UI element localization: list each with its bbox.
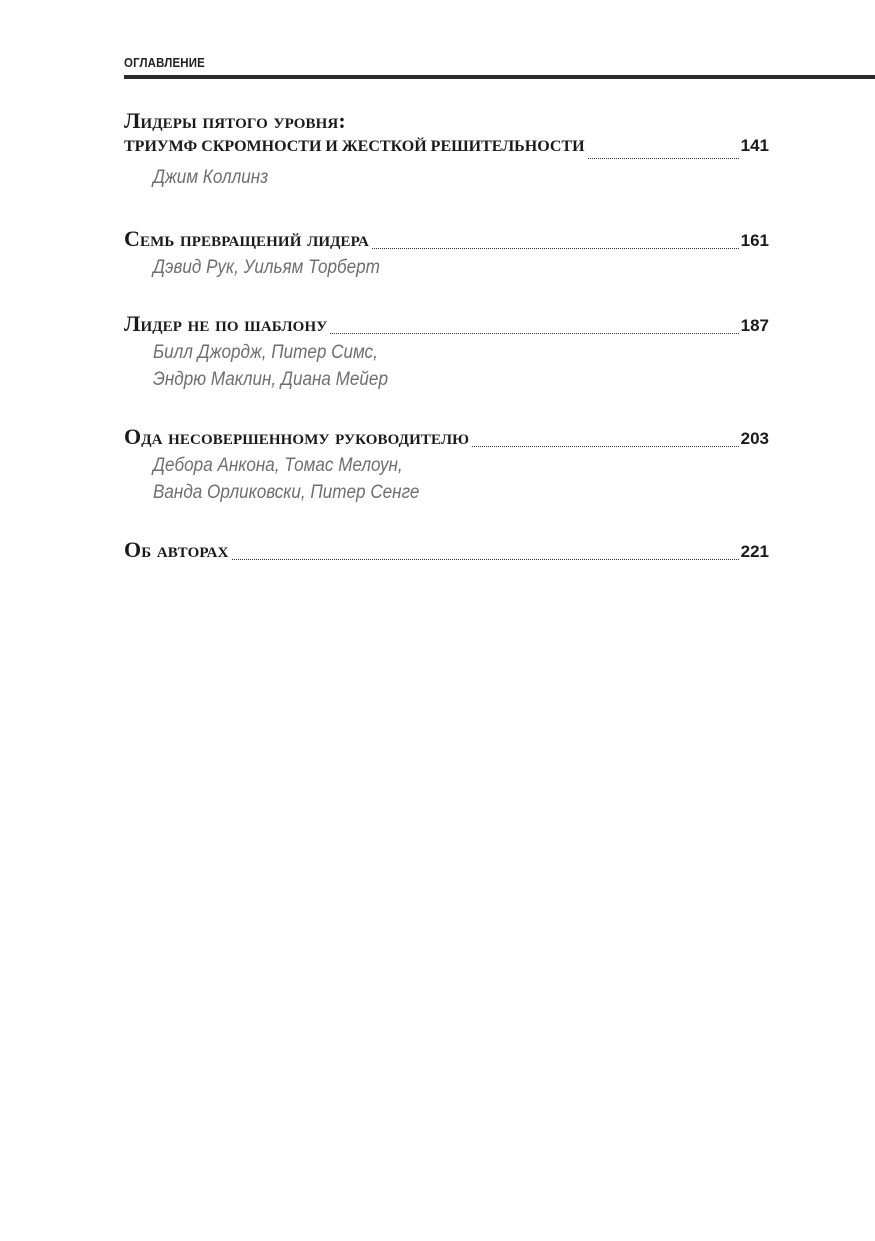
toc-entry-title: Лидер не по шаблону — [124, 311, 328, 336]
toc-entry-authors: Эндрю Маклин, Диана Мейер — [153, 369, 388, 390]
running-header-label: ОГЛАВЛЕНИЕ — [124, 55, 205, 70]
toc-entry-page-number: 141 — [740, 136, 769, 155]
toc-entry-authors: Дэвид Рук, Уильям Торберт — [153, 257, 380, 278]
toc-entry[interactable] — [124, 226, 769, 281]
toc-entry-title-continuation: ТРИУМФ СКРОМНОСТИ И ЖЕСТКОЙ РЕШИТЕЛЬНОСТИ — [124, 138, 585, 155]
toc-entry-title-line — [124, 424, 769, 452]
toc-entry-authors: Ванда Орликовски, Питер Сенге — [153, 482, 420, 503]
toc-entry-title-line — [124, 136, 769, 164]
toc-entry[interactable] — [124, 311, 769, 393]
dot-leader — [372, 248, 739, 249]
toc-entry-page-number: 203 — [740, 429, 769, 448]
toc-entry-title: Об авторах — [124, 537, 229, 562]
toc-entry[interactable] — [124, 424, 769, 506]
toc-entry-authors: Джим Коллинз — [153, 167, 269, 188]
dot-leader — [232, 559, 739, 560]
toc-entry-page-number: 161 — [740, 231, 769, 250]
toc-entry-title-line — [124, 108, 769, 136]
toc-entry-title: Семь превращений лидера — [124, 226, 369, 251]
running-header — [124, 54, 875, 72]
toc-entry[interactable] — [124, 108, 769, 191]
toc-entry-title: Лидеры пятого уровня: — [124, 108, 346, 133]
toc-entry-title-line — [124, 226, 769, 254]
toc-entry-title-line — [124, 537, 769, 565]
toc-entry[interactable] — [124, 537, 769, 565]
toc-entry-page-number: 187 — [740, 316, 769, 335]
toc-entry-page-number: 221 — [740, 542, 769, 561]
dot-leader — [472, 446, 739, 447]
dot-leader — [588, 158, 739, 159]
toc-entry-title-line — [124, 311, 769, 339]
toc-entry-title: Ода несовершенному руководителю — [124, 424, 470, 449]
toc-entry-authors: Билл Джордж, Питер Симс, — [153, 342, 378, 363]
toc-entry-authors: Дебора Анкона, Томас Мелоун, — [153, 455, 403, 476]
header-rule — [124, 75, 875, 79]
dot-leader — [330, 333, 738, 334]
